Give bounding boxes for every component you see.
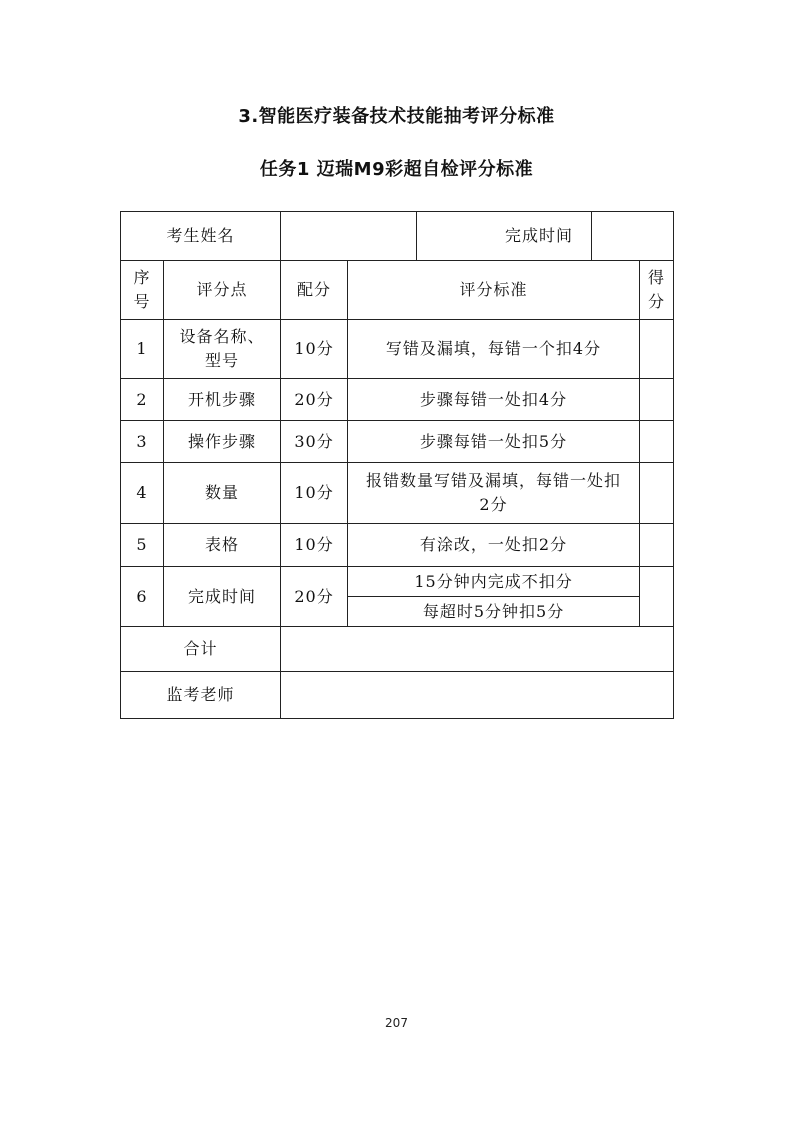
document-title: 3.智能医疗装备技术技能抽考评分标准 (238, 106, 555, 127)
row-got-field[interactable] (640, 567, 674, 627)
row-standard-line2: 2分 (479, 495, 508, 514)
got-header (640, 261, 674, 320)
row-score: 20分 (281, 567, 348, 627)
total-field[interactable] (281, 627, 674, 672)
row-standard: 步骤每错一处扣5分 (348, 421, 640, 463)
table-row (121, 567, 674, 597)
proctor-field[interactable] (281, 672, 674, 719)
completion-time-field[interactable] (592, 212, 674, 261)
row-seq: 3 (121, 421, 164, 463)
row-point: 完成时间 (164, 567, 281, 627)
row-point-line1: 设备名称、 (179, 327, 265, 346)
point-header: 评分点 (164, 261, 281, 320)
row-score: 10分 (281, 320, 348, 379)
row-point: 操作步骤 (164, 421, 281, 463)
table-row (121, 379, 674, 421)
header-row (121, 261, 674, 320)
row-score: 30分 (281, 421, 348, 463)
row-standard-b: 每超时5分钟扣5分 (348, 597, 640, 627)
seq-header (121, 261, 164, 320)
candidate-row (121, 212, 674, 261)
row-point-line2: 型号 (205, 351, 240, 370)
completion-time-label: 完成时间 (417, 212, 592, 261)
row-score: 10分 (281, 524, 348, 567)
table-row (121, 524, 674, 567)
row-point (164, 320, 281, 379)
total-label: 合计 (121, 627, 281, 672)
scoring-table (120, 211, 674, 719)
row-standard: 有涂改，一处扣2分 (348, 524, 640, 567)
row-got-field[interactable] (640, 524, 674, 567)
row-got-field[interactable] (640, 320, 674, 379)
row-score: 10分 (281, 463, 348, 524)
row-seq: 4 (121, 463, 164, 524)
task-subtitle: 任务1 迈瑞M9彩超自检评分标准 (259, 159, 534, 180)
got-header-line2: 分 (648, 292, 666, 311)
seq-header-line1: 序 (133, 268, 151, 287)
row-score: 20分 (281, 379, 348, 421)
standard-header: 评分标准 (348, 261, 640, 320)
score-header: 配分 (281, 261, 348, 320)
row-standard-line1: 报错数量写错及漏填，每错一处扣 (366, 471, 622, 490)
candidate-name-label: 考生姓名 (121, 212, 281, 261)
row-standard: 写错及漏填，每错一个扣4分 (348, 320, 640, 379)
proctor-label: 监考老师 (121, 672, 281, 719)
proctor-row (121, 672, 674, 719)
total-row (121, 627, 674, 672)
row-point: 开机步骤 (164, 379, 281, 421)
table-row (121, 463, 674, 524)
row-got-field[interactable] (640, 463, 674, 524)
seq-header-line2: 号 (133, 292, 151, 311)
page-number: 207 (385, 1016, 408, 1030)
got-header-line1: 得 (648, 268, 666, 287)
row-seq: 5 (121, 524, 164, 567)
table-row (121, 421, 674, 463)
table-row (121, 320, 674, 379)
row-point: 表格 (164, 524, 281, 567)
row-got-field[interactable] (640, 379, 674, 421)
row-seq: 2 (121, 379, 164, 421)
row-standard (348, 463, 640, 524)
row-seq: 1 (121, 320, 164, 379)
row-seq: 6 (121, 567, 164, 627)
row-point: 数量 (164, 463, 281, 524)
row-standard-a: 15分钟内完成不扣分 (348, 567, 640, 597)
row-standard: 步骤每错一处扣4分 (348, 379, 640, 421)
row-got-field[interactable] (640, 421, 674, 463)
candidate-name-field[interactable] (281, 212, 417, 261)
